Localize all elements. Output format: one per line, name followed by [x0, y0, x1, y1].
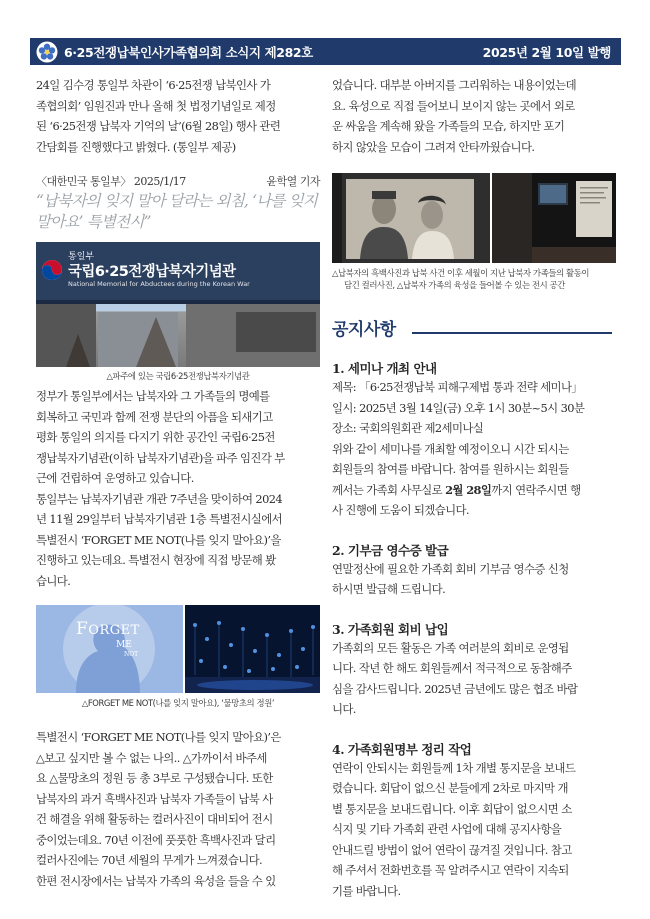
newsletter-header — [30, 38, 621, 65]
text-line: 된 ‘6·25전쟁 납북자 기억의 날’(6월 28일) 행사 관련 — [36, 119, 281, 133]
sign-main-text: 국립6·25전쟁납북자기념관 — [68, 264, 236, 280]
text-line: 었습니다. 대부분 아버지를 그리워하는 내용이었는데 — [332, 78, 576, 92]
article-paragraph-1 — [36, 386, 320, 591]
poster-title-f: F — [76, 619, 89, 639]
portrait-photo-illustration — [332, 173, 490, 263]
text-line: 해 주셔서 전화번호를 꼭 알려주시고 연락이 지속되 — [332, 863, 569, 877]
photo-caption — [332, 267, 616, 291]
text-line: 렸습니다. 회답이 없으신 분들에게 2차로 마지막 개 — [332, 781, 568, 795]
article-source-row — [36, 173, 320, 189]
notice-body — [332, 638, 616, 720]
audio-exhibit-space-photo — [492, 173, 616, 263]
text-line: 족협의회’ 임원진과 만나 올해 첫 법정기념일로 제정 — [36, 98, 276, 113]
left-column — [36, 75, 320, 891]
notice-body — [332, 758, 616, 902]
black-white-photo-display — [332, 173, 490, 263]
notice-heading: 1. 세미나 개최 안내 — [332, 361, 437, 376]
text-line — [332, 480, 616, 501]
text-line: 니다. 작년 한 해도 회원들께서 적극적으로 동참해주 — [332, 661, 572, 675]
notice-section-title: 공지사항 — [332, 320, 396, 340]
intro-paragraph — [36, 75, 320, 157]
memorial-building-photo — [36, 242, 320, 367]
text-line: 회원들의 참여를 바랍니다. 참여를 원하시는 회원들 — [332, 462, 569, 476]
text-line: 심을 감사드립니다. 2025년 금년에도 많은 협조 바랍 — [332, 681, 578, 696]
text-line: 24일 김수경 통일부 차관이 ‘6·25전쟁 납북인사 가 — [36, 78, 271, 92]
exhibition-photo-row — [332, 173, 616, 263]
text-line: 하시면 발급해 드립니다. — [332, 582, 446, 596]
text-line: 정부가 통일부에서는 납북자와 그 가족들의 명예를 — [36, 389, 270, 403]
notice-title-underline — [412, 332, 612, 334]
text-line: 년 11월 29일부터 납북자기념관 1층 특별전시실에서 — [36, 512, 283, 526]
reporter-name: 윤학열 기자 — [266, 175, 320, 188]
text-line: 한편 전시장에서는 납북자 가족의 육성을 들을 수 있 — [36, 873, 276, 888]
forget-me-not-garden-photo — [185, 605, 320, 693]
text-span: 까지 연락주시면 행 — [491, 482, 581, 497]
deadline-date: 2월 28일 — [445, 482, 492, 497]
text-line: 식지 및 기타 가족회 관련 사업에 대해 공지사항을 — [332, 822, 562, 836]
poster-title-orget: ORGET — [88, 623, 140, 638]
text-line: 습니다. — [36, 573, 71, 588]
text-line: 가족회의 모든 활동은 가족 여러분의 회비로 운영됩 — [332, 640, 569, 655]
text-span: 께서는 가족회 사무실로 — [332, 482, 446, 497]
text-line: 안내드릴 방법이 없어 연락이 끊겨질 것입니다. 참고 — [332, 842, 572, 857]
text-line: 기를 바랍니다. — [332, 883, 401, 898]
notice-heading: 3. 가족회원 회비 납입 — [332, 621, 449, 637]
text-line: 컬러사진에는 70년 세월의 무게가 느껴졌습니다. — [36, 853, 263, 867]
article-headline: “납북자의 잊지 말아 달라는 외침, ‘나를 잊지 말아요’ 특별전시” — [36, 192, 318, 231]
caption-line: △납북자의 흑백사진과 납북 사건 이후 세월이 지난 납북자 가족들의 활동이 — [332, 268, 590, 278]
text-line: 특별전시 ‘FORGET ME NOT(나를 잊지 말아요)’은 — [36, 730, 281, 744]
notice-body — [332, 377, 616, 521]
notice-section-header — [332, 315, 616, 341]
text-line: 통일부는 납북자기념관 개관 7주년을 맞이하여 2024 — [36, 491, 283, 506]
text-line: 건 해결을 위해 활동하는 컬러사진이 대비되어 전시 — [36, 812, 273, 826]
text-line: 연말정산에 필요한 가족회 회비 기부금 영수증 신청 — [332, 561, 569, 576]
photo-caption: △파주에 있는 국립6·25전쟁납북자기념관 — [106, 371, 250, 381]
forget-me-not-poster-photo — [36, 605, 183, 693]
text-line: 제목: 「6·25전쟁납북 피해구제법 통과 전략 세미나」 — [332, 380, 583, 394]
text-line: 회복하고 국민과 함께 전쟁 분단의 아픔을 되새기고 — [36, 409, 273, 424]
text-line: 장소: 국회의원회관 제2세미나실 — [332, 421, 484, 435]
right-column — [332, 75, 616, 901]
garden-lights-illustration — [185, 605, 320, 693]
caption-line: 담긴 컬러사진, △납북자 가족의 육성을 들어볼 수 있는 전시 공간 — [344, 280, 565, 290]
exhibit-space-illustration — [492, 173, 616, 263]
notice-item-dues — [332, 620, 616, 720]
notice-heading: 4. 가족회원명부 정리 작업 — [332, 741, 472, 757]
text-line: 진행하고 있는데요. 특별전시 현장에 직접 방문해 봤 — [36, 553, 276, 567]
text-line: 납북자의 과거 흑백사진과 납북자 가족들이 납북 사 — [36, 791, 273, 806]
text-line: 위와 같이 세미나를 개최할 예정이오니 시간 되시는 — [332, 441, 569, 456]
article-source: 〈대한민국 통일부〉 2025/1/17 — [36, 175, 186, 188]
text-line: △보고 싶지만 볼 수 없는 나의.. △가까이서 바주세 — [36, 750, 267, 765]
text-line: 니다. — [332, 702, 356, 716]
issue-date: 2025년 2월 10일 발행 — [482, 44, 611, 60]
poster-title-not: NOT — [124, 651, 139, 658]
text-line: 평화 통일의 의지를 다지기 위한 공간인 국립6·25전 — [36, 430, 275, 444]
notice-item-receipt — [332, 541, 616, 600]
text-line: 요 △물망초의 정원 등 총 3부로 구성됐습니다. 또한 — [36, 771, 273, 785]
notice-heading: 2. 기부금 영수증 발급 — [332, 542, 449, 558]
poster-title-forget — [76, 619, 140, 639]
text-line: 사 진행에 도움이 되겠습니다. — [332, 503, 469, 517]
article-paragraph-3 — [332, 75, 616, 157]
notice-body — [332, 559, 616, 600]
text-line: 근에 건립하여 운영하고 있습니다. — [36, 471, 194, 485]
text-line: 일시: 2025년 3월 14일(금) 오후 1시 30분~5시 30분 — [332, 400, 585, 415]
text-line: 간담회를 진행했다고 밝혔다. (통일부 제공) — [36, 139, 236, 154]
sign-english-text: National Memorial for Abductees during the Korean War — [68, 280, 250, 288]
text-line: 하지 않았을 모습이 그려져 안타까웠습니다. — [332, 139, 535, 154]
text-line: 별 통지문을 보내드립니다. 이후 회답이 없으시면 소 — [332, 801, 572, 816]
text-line: 운 싸움을 계속해 왔을 가족들의 모습, 하지만 포기 — [332, 119, 565, 133]
text-line: 중이었는데요. 70년 이전에 풋풋한 흑백사진과 달리 — [36, 832, 276, 847]
article-paragraph-2 — [36, 727, 320, 891]
text-line: 연락이 안되시는 회원들께 1차 개별 통지문을 보내드 — [332, 760, 576, 775]
text-line: 쟁납북자기념관(이하 납북자기념관)을 파주 임진각 부 — [36, 450, 285, 465]
forget-me-not-logo-icon — [36, 41, 58, 63]
notice-item-seminar — [332, 359, 616, 521]
text-line: 특별전시 ‘FORGET ME NOT(나를 잊지 말아요)’을 — [36, 532, 281, 547]
sign-small-text: 통일부 — [68, 252, 95, 262]
text-line: 요. 육성으로 직접 들어보니 보이지 않는 곳에서 외로 — [332, 98, 575, 113]
poster-title-me: ME — [116, 640, 132, 650]
notice-item-roster — [332, 740, 616, 902]
photo-caption: △FORGET ME NOT(나를 잊지 말아요), ‘물망초의 정원’ — [81, 698, 275, 708]
forget-me-not-photo-row — [36, 605, 320, 693]
newsletter-title: 6·25전쟁납북인사가족협의회 소식지 제282호 — [64, 44, 313, 60]
